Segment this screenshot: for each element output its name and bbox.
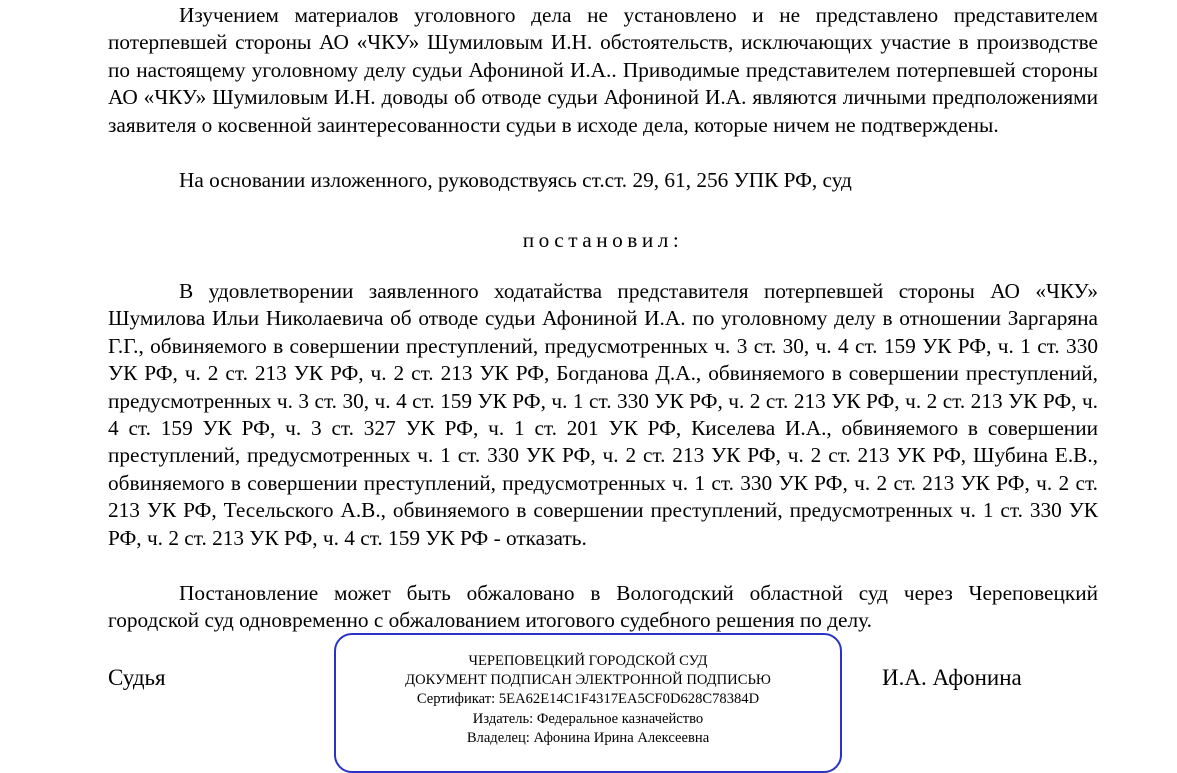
- paragraph-findings: Изучением материалов уголовного дела не установлено и не представлено представителем потерпевшей стороны АО «ЧКУ» Шумиловым И.Н. обстоятельств, исключающих участие в производстве по настоящему уголовному делу судьи Афониной И.А.. Приводимые представителем потерпевшей стороны АО «ЧКУ» Шумиловым И.Н. доводы об отводе судьи Афониной И.А. являются личными предположениями заявителя о косвенной заинтересованности судьи в исходе дела, которые ничем не подтверждены.: [108, 3, 1098, 137]
- stamp-certificate: Сертификат: 5EA62E14C1F4317EA5CF0D628C78384D: [416, 691, 760, 708]
- electronic-signature-stamp: [334, 633, 842, 773]
- paragraph-ruling: В удовлетворении заявленного ходатайства представителя потерпевшей стороны АО «ЧКУ» Шумилова Ильи Николаевича об отводе судьи Афониной И.А. по уголовному делу в отношении Заргаряна Г.Г., обвиняемого в совершении преступлений, предусмотренных ч. 3 ст. 30, ч. 4 ст. 159 УК РФ, ч. 1 ст. 330 УК РФ, ч. 2 ст. 213 УК РФ, ч. 2 ст. 213 УК РФ, Богданова Д.А., обвиняемого в совершении преступлений, предусмотренных ч. 3 ст. 30, ч. 4 ст. 159 УК РФ, ч. 1 ст. 330 УК РФ, ч. 2 ст. 213 УК РФ, ч. 2 ст. 213 УК РФ, ч. 4 ст. 159 УК РФ, ч. 3 ст. 327 УК РФ, ч. 1 ст. 201 УК РФ, Киселева И.А., обвиняемого в совершении преступлений, предусмотренных ч. 1 ст. 330 УК РФ, ч. 2 ст. 213 УК РФ, ч. 2 ст. 213 УК РФ, Шубина Е.В., обвиняемого в совершении преступлений, предусмотренных ч. 1 ст. 330 УК РФ, ч. 2 ст. 213 УК РФ, ч. 2 ст. 213 УК РФ, Тесельского А.В., обвиняемого в совершении преступлений, предусмотренных ч. 1 ст. 330 УК РФ, ч. 2 ст. 213 УК РФ, ч. 4 ст. 159 УК РФ - отказать.: [108, 279, 1098, 550]
- paragraph-appeal: Постановление может быть обжаловано в Вологодский областной суд через Череповецкий городской суд одновременно с обжалованием итогового судебного решения по делу.: [108, 581, 1098, 633]
- stamp-issuer: Издатель: Федеральное казначейство: [472, 710, 704, 727]
- decision-heading: постановил:: [522, 228, 684, 252]
- stamp-signed-notice: ДОКУМЕНТ ПОДПИСАН ЭЛЕКТРОННОЙ ПОДПИСЬЮ: [405, 672, 771, 689]
- judge-title: Судья: [108, 665, 166, 690]
- paragraph-grounds: На основании изложенного, руководствуясь ст.ст. 29, 61, 256 УПК РФ, суд: [179, 168, 852, 192]
- stamp-court-name: ЧЕРЕПОВЕЦКИЙ ГОРОДСКОЙ СУД: [468, 653, 708, 669]
- stamp-owner: Владелец: Афонина Ирина Алексеевна: [466, 729, 710, 746]
- judge-name: И.А. Афонина: [882, 665, 1022, 690]
